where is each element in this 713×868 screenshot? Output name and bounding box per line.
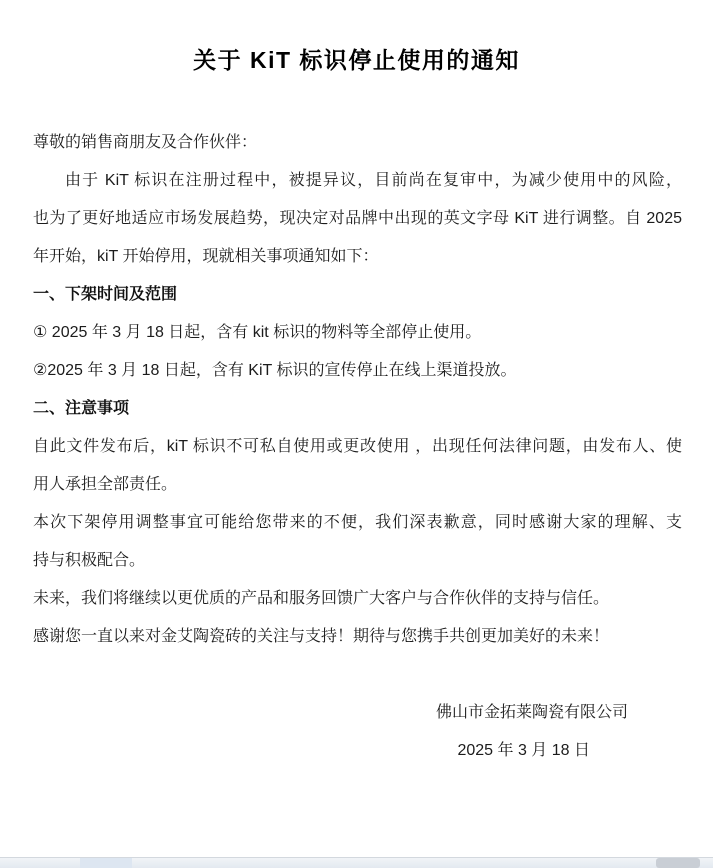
list-item-1: ① 2025 年 3 月 18 日起，含有 kit 标识的物料等全部停止使用。 xyxy=(33,324,482,341)
thanks-line: 感谢您一直以来对金艾陶瓷砖的关注与支持！期待与您携手共创更加美好的未来！ xyxy=(33,628,610,645)
list-item-2: ②2025 年 3 月 18 日起，含有 KiT 标识的宣传停止在线上渠道投放。 xyxy=(33,362,517,379)
apology-line-2: 持与积极配合。 xyxy=(33,552,146,569)
salutation: 尊敬的销售商朋友及合作伙伴： xyxy=(33,134,258,151)
intro-line-2: 也为了更好地适应市场发展趋势，现决定对品牌中出现的英文字母 KiT 进行调整。自 2025 xyxy=(33,210,682,227)
bottom-scrollbar-track[interactable] xyxy=(0,857,713,868)
section-2-heading: 二、注意事项 xyxy=(33,400,130,417)
section-1-heading: 一、下架时间及范围 xyxy=(33,286,178,303)
page-title: 关于 KiT 标识停止使用的通知 xyxy=(193,47,520,73)
signature-spacer xyxy=(33,656,682,694)
apology-line-1: 本次下架停用调整事宜可能给您带来的不便，我们深表歉意，同时感谢大家的理解、支 xyxy=(33,514,682,531)
future-commitment-line: 未来，我们将继续以更优质的产品和服务回馈广大客户与合作伙伴的支持与信任。 xyxy=(33,590,610,607)
signature-company: 佛山市金拓莱陶瓷有限公司 xyxy=(435,704,628,721)
notice-line-2: 用人承担全部责任。 xyxy=(33,476,178,493)
document-body xyxy=(33,124,682,770)
signature-date: 2025 年 3 月 18 日 xyxy=(457,742,590,759)
notice-line-1: 自此文件发布后，kiT 标识不可私自使用或更改使用 ，出现任何法律问题，由发布人、使 xyxy=(33,438,682,455)
bottom-scrollbar-thumb[interactable] xyxy=(656,858,700,868)
intro-line-3: 年开始，kiT 开始停用，现就相关事项通知如下： xyxy=(33,248,379,265)
bottom-bar-highlight xyxy=(80,858,132,868)
intro-line-1: 由于 KiT 标识在注册过程中，被提异议，目前尚在复审中，为减少使用中的风险， xyxy=(65,172,682,189)
